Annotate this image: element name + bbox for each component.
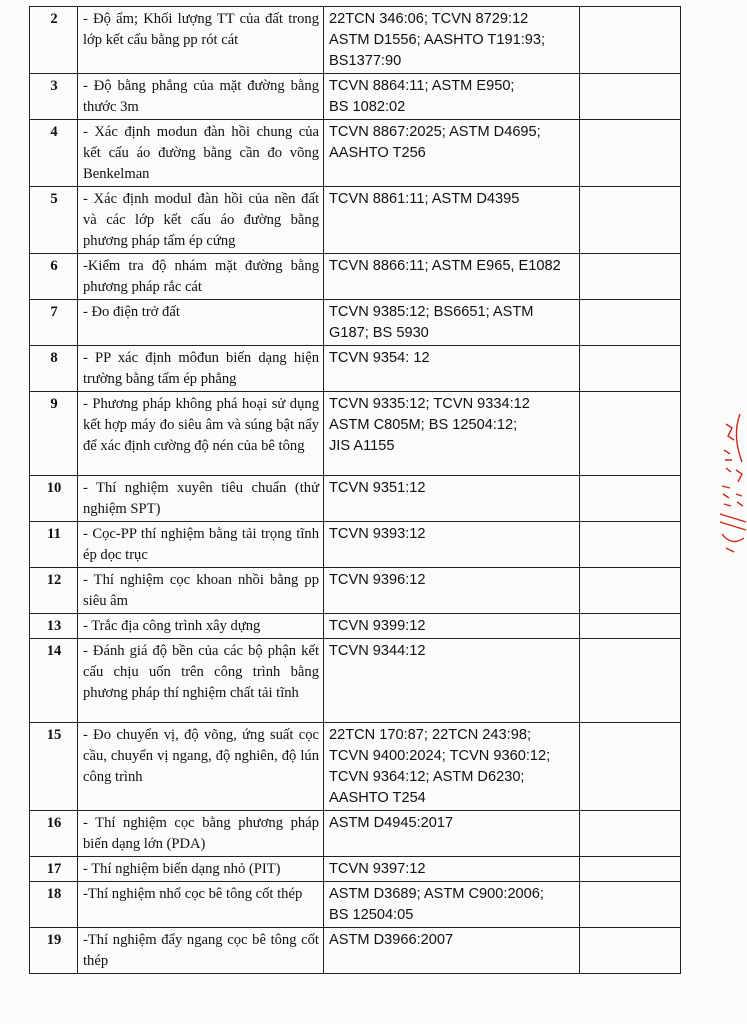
notes-cell: [580, 74, 681, 120]
notes-cell: [580, 522, 681, 568]
standard-reference: TCVN 9399:12: [329, 618, 426, 634]
notes-cell: [580, 392, 681, 476]
standards-cell: [324, 857, 580, 882]
row-number: 5: [30, 187, 78, 254]
test-description: - Xác định modun đàn hồi chung của kết cấu áo đường bằng cần đo võng Benkelman: [78, 120, 324, 187]
standard-reference: TCVN 9393:12: [329, 526, 426, 542]
standard-reference: AASHTO T254: [329, 790, 426, 806]
standard-reference: ASTM C805M; BS 12504:12;: [329, 417, 518, 433]
notes-cell: [580, 120, 681, 187]
row-number: 16: [30, 811, 78, 857]
notes-cell: [580, 723, 681, 811]
standard-reference: TCVN 9385:12; BS6651; ASTM: [329, 304, 534, 320]
notes-cell: [580, 346, 681, 392]
notes-cell: [580, 639, 681, 723]
standard-reference: TCVN 9400:2024; TCVN 9360:12;: [329, 748, 551, 764]
table-row: [30, 7, 681, 74]
row-number: 3: [30, 74, 78, 120]
notes-cell: [580, 857, 681, 882]
notes-cell: [580, 476, 681, 522]
row-number: 12: [30, 568, 78, 614]
red-stamp-mark: [716, 410, 747, 560]
standard-reference: BS1377:90: [329, 53, 402, 69]
standard-reference: TCVN 9397:12: [329, 861, 426, 877]
notes-cell: [580, 614, 681, 639]
standard-reference: TCVN 9344:12: [329, 643, 426, 659]
standard-reference: JIS A1155: [329, 438, 395, 454]
test-description: -Thí nghiệm nhổ cọc bê tông cốt thép: [78, 882, 324, 928]
standard-reference: ASTM D3689; ASTM C900:2006;: [329, 886, 544, 902]
table-row: [30, 74, 681, 120]
table-row: [30, 882, 681, 928]
table-row: [30, 120, 681, 187]
row-number: 7: [30, 300, 78, 346]
notes-cell: [580, 811, 681, 857]
table-row: [30, 811, 681, 857]
standards-cell: [324, 639, 580, 723]
test-description: - PP xác định môđun biến dạng hiện trường bằng tấm ép phẳng: [78, 346, 324, 392]
standards-table: [29, 6, 681, 974]
row-number: 13: [30, 614, 78, 639]
standard-reference: TCVN 8866:11; ASTM E965, E1082: [329, 258, 561, 274]
standards-cell: [324, 522, 580, 568]
standards-cell: [324, 392, 580, 476]
table-row: [30, 639, 681, 723]
standard-reference: TCVN 9354: 12: [329, 350, 430, 366]
row-number: 14: [30, 639, 78, 723]
standard-reference: BS 1082:02: [329, 99, 406, 115]
standards-cell: [324, 187, 580, 254]
standard-reference: TCVN 8861:11; ASTM D4395: [329, 191, 520, 207]
notes-cell: [580, 254, 681, 300]
test-description: - Trắc địa công trình xây dựng: [78, 614, 324, 639]
table-row: [30, 392, 681, 476]
test-description: - Xác định modul đàn hồi của nền đất và các lớp kết cấu áo đường bằng phương pháp tấm ép cứng: [78, 187, 324, 254]
standards-cell: [324, 346, 580, 392]
test-description: - Thí nghiệm biến dạng nhỏ (PIT): [78, 857, 324, 882]
notes-cell: [580, 882, 681, 928]
standards-cell: [324, 254, 580, 300]
test-description: - Đo chuyển vị, độ võng, ứng suất cọc cầu, chuyển vị ngang, độ nghiên, độ lún công trình: [78, 723, 324, 811]
table-row: [30, 187, 681, 254]
test-description: - Độ ẩm; Khối lượng TT của đất trong lớp kết cấu bằng pp rót cát: [78, 7, 324, 74]
table-row: [30, 723, 681, 811]
standards-cell: [324, 300, 580, 346]
test-description: -Kiểm tra độ nhám mặt đường bằng phương pháp rắc cát: [78, 254, 324, 300]
standard-reference: TCVN 8864:11; ASTM E950;: [329, 78, 515, 94]
row-number: 11: [30, 522, 78, 568]
test-description: - Cọc-PP thí nghiệm bằng tải trọng tĩnh ép dọc trục: [78, 522, 324, 568]
row-number: 9: [30, 392, 78, 476]
test-description: - Thí nghiệm cọc khoan nhồi bằng pp siêu âm: [78, 568, 324, 614]
table-row: [30, 857, 681, 882]
test-description: - Thí nghiệm xuyên tiêu chuẩn (thử nghiệm SPT): [78, 476, 324, 522]
standard-reference: ASTM D4945:2017: [329, 815, 454, 831]
standards-cell: [324, 568, 580, 614]
standard-reference: ASTM D3966:2007: [329, 932, 454, 948]
notes-cell: [580, 928, 681, 974]
notes-cell: [580, 300, 681, 346]
test-description: - Độ bằng phẳng của mặt đường bằng thước 3m: [78, 74, 324, 120]
standard-reference: TCVN 8867:2025; ASTM D4695;: [329, 124, 541, 140]
table-row: [30, 522, 681, 568]
test-description: - Phương pháp không phá hoại sử dụng kết hợp máy đo siêu âm và súng bật nẩy để xác định cường độ nén của bê tông: [78, 392, 324, 476]
standard-reference: ASTM D1556; AASHTO T191:93;: [329, 32, 546, 48]
row-number: 6: [30, 254, 78, 300]
table-row: [30, 300, 681, 346]
standards-cell: [324, 723, 580, 811]
standards-cell: [324, 74, 580, 120]
standard-reference: G187; BS 5930: [329, 325, 429, 341]
standard-reference: TCVN 9335:12; TCVN 9334:12: [329, 396, 530, 412]
table-row: [30, 614, 681, 639]
row-number: 19: [30, 928, 78, 974]
test-description: -Thí nghiệm đẩy ngang cọc bê tông cốt thép: [78, 928, 324, 974]
row-number: 4: [30, 120, 78, 187]
standard-reference: TCVN 9364:12; ASTM D6230;: [329, 769, 525, 785]
row-number: 2: [30, 7, 78, 74]
standards-cell: [324, 928, 580, 974]
standard-reference: AASHTO T256: [329, 145, 426, 161]
standards-cell: [324, 811, 580, 857]
standards-cell: [324, 7, 580, 74]
table-row: [30, 254, 681, 300]
standard-reference: 22TCN 346:06; TCVN 8729:12: [329, 11, 529, 27]
row-number: 10: [30, 476, 78, 522]
row-number: 15: [30, 723, 78, 811]
standards-cell: [324, 476, 580, 522]
standard-reference: BS 12504:05: [329, 907, 414, 923]
notes-cell: [580, 7, 681, 74]
table-body: [30, 7, 681, 974]
table-row: [30, 476, 681, 522]
standard-reference: 22TCN 170:87; 22TCN 243:98;: [329, 727, 531, 743]
standards-cell: [324, 882, 580, 928]
test-description: - Đo điện trở đất: [78, 300, 324, 346]
notes-cell: [580, 187, 681, 254]
standards-cell: [324, 120, 580, 187]
test-description: - Thí nghiệm cọc bằng phương pháp biến dạng lớn (PDA): [78, 811, 324, 857]
notes-cell: [580, 568, 681, 614]
standard-reference: TCVN 9396:12: [329, 572, 426, 588]
standard-reference: TCVN 9351:12: [329, 480, 426, 496]
row-number: 8: [30, 346, 78, 392]
table-row: [30, 346, 681, 392]
row-number: 18: [30, 882, 78, 928]
table-row: [30, 568, 681, 614]
row-number: 17: [30, 857, 78, 882]
standards-cell: [324, 614, 580, 639]
test-description: - Đánh giá độ bền của các bộ phận kết cấu chịu uốn trên công trình bằng phương pháp thí nghiệm chất tải tĩnh: [78, 639, 324, 723]
table-row: [30, 928, 681, 974]
